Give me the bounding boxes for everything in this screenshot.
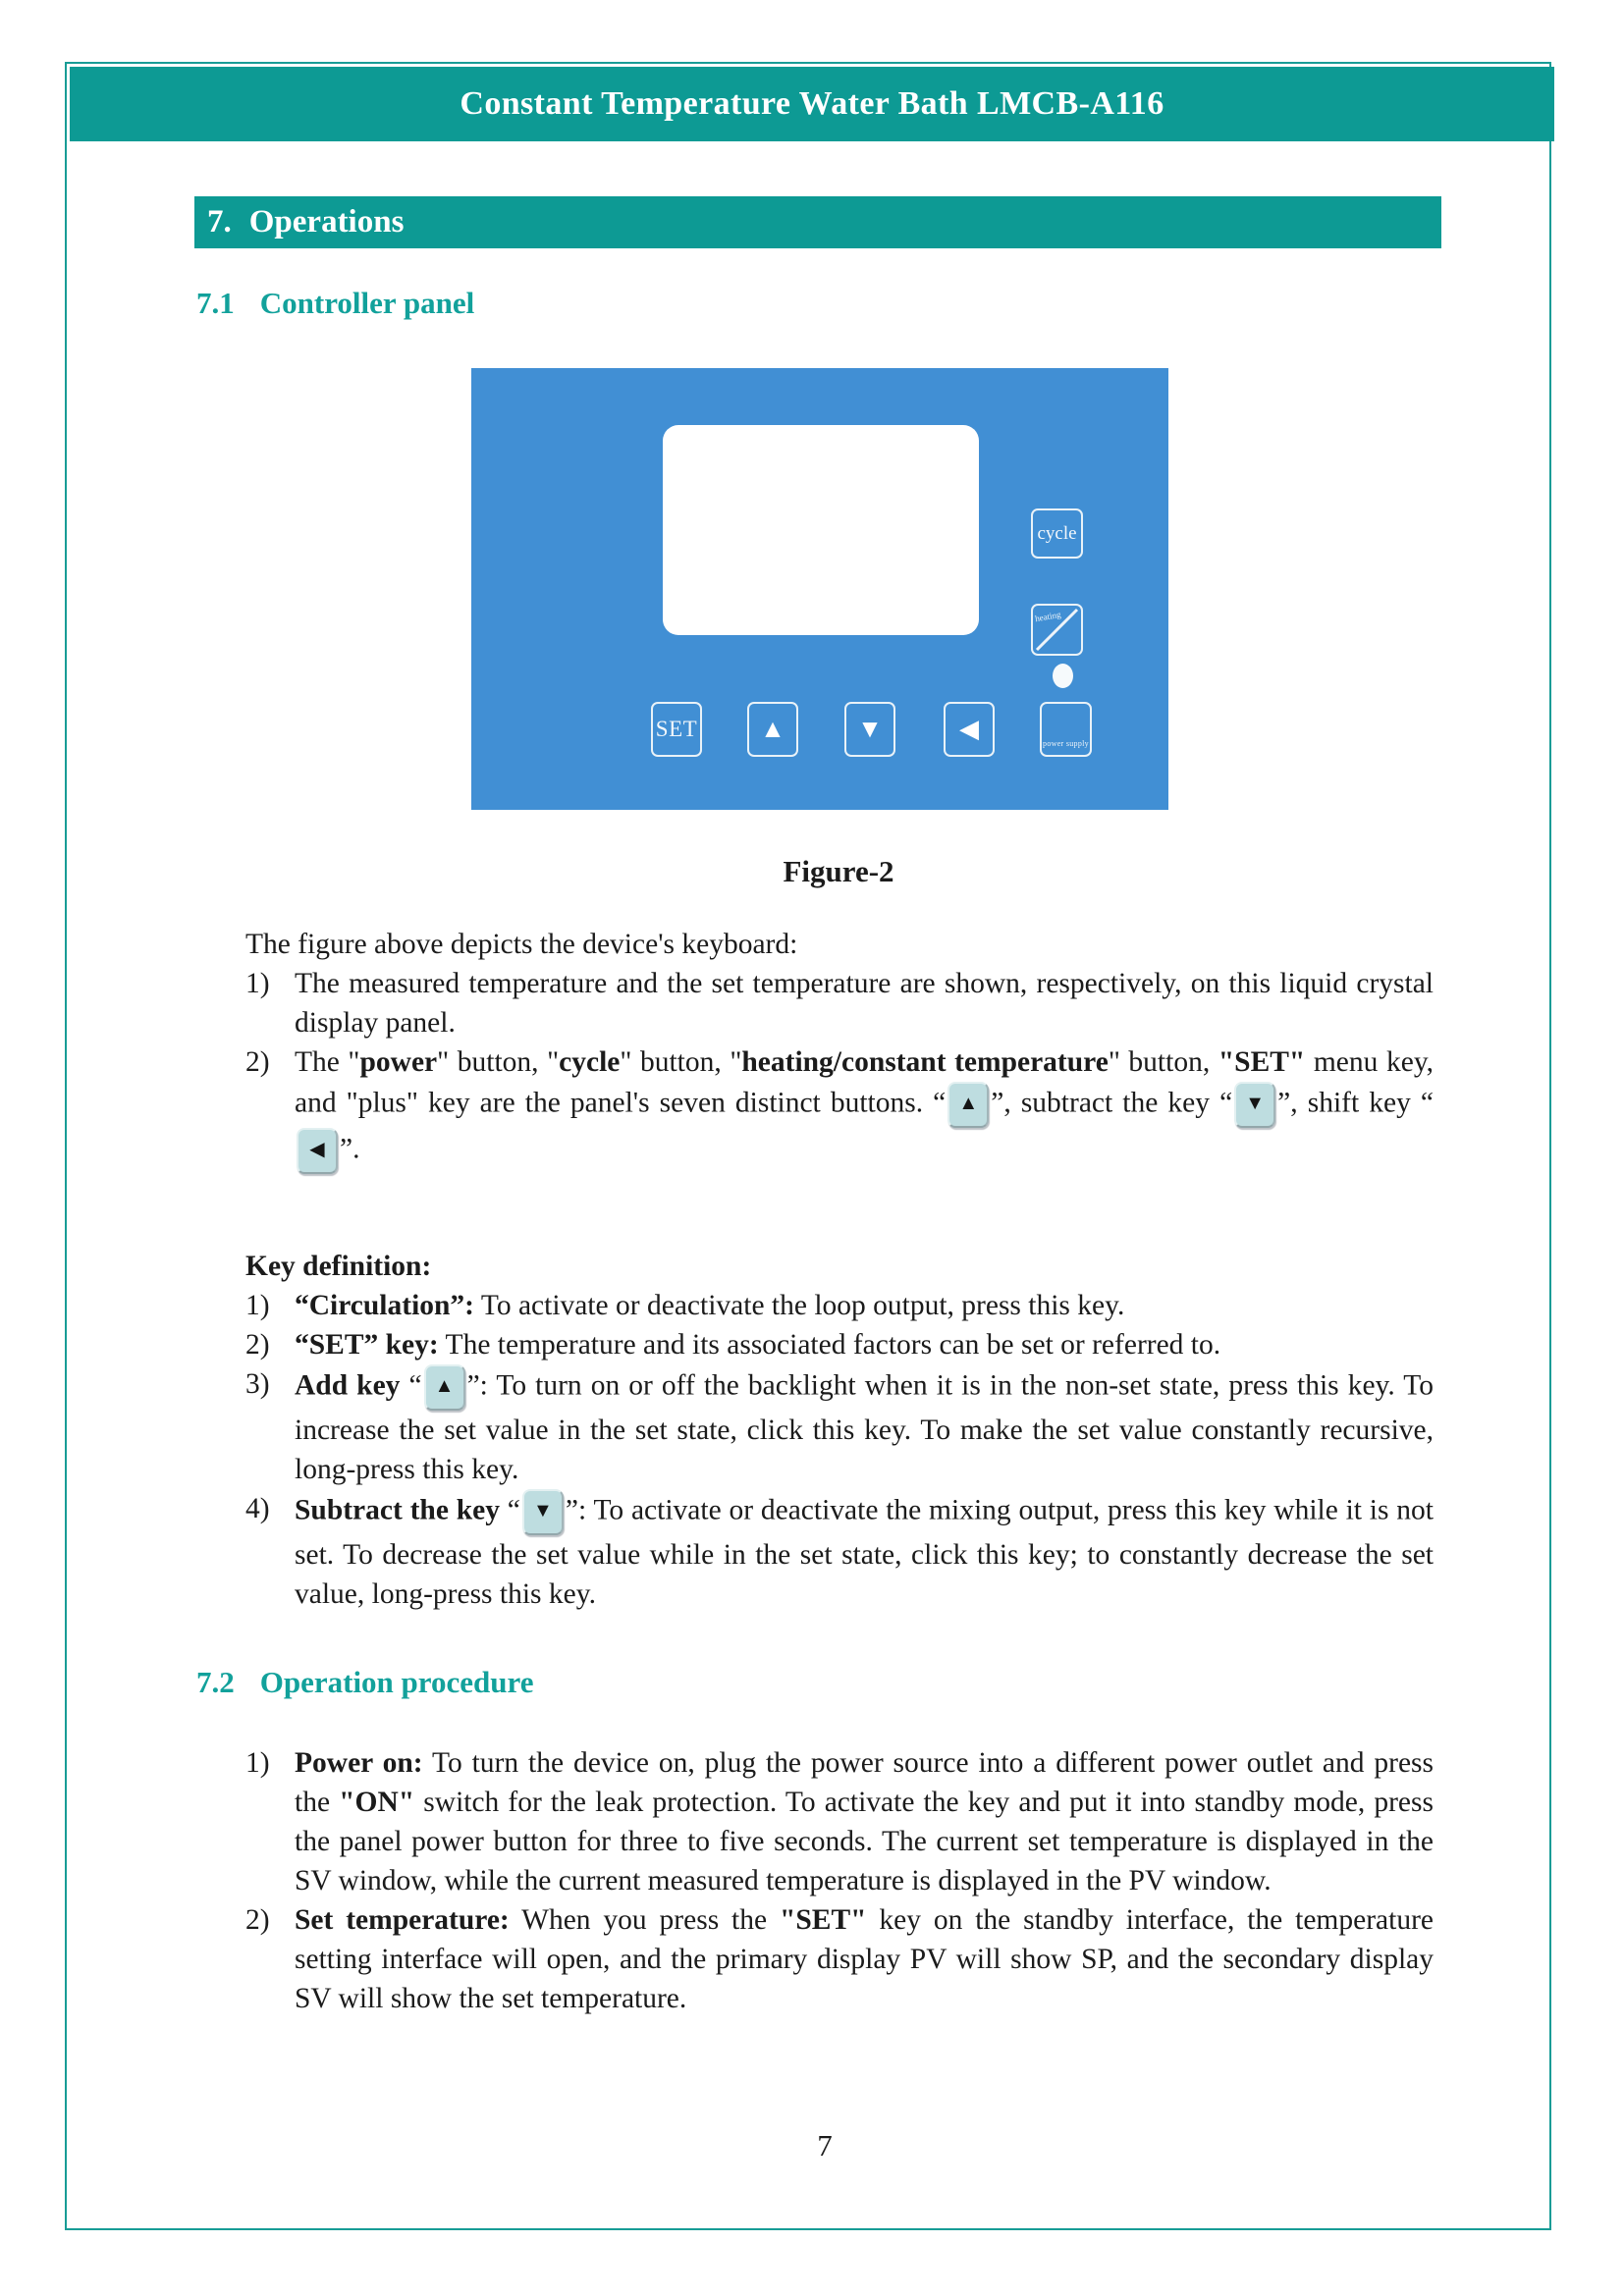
text-segment-bold: Add key: [295, 1369, 401, 1402]
up-arrow-glyph: ▲: [958, 1093, 979, 1114]
keyboard-intro: The figure above depicts the device's keyboard:: [245, 929, 798, 960]
text-segment-bold: “Circulation”:: [295, 1290, 475, 1321]
text-segment: menu key, and "plus" key are the panel's seven distinct buttons. “: [295, 1046, 1435, 1119]
text-segment: " button, ": [620, 1046, 742, 1078]
text-segment-bold: Set temperature:: [295, 1904, 510, 1936]
down-arrow-icon: ▼: [857, 715, 883, 743]
text-segment: " button,: [1108, 1046, 1218, 1078]
text-segment: ”.: [340, 1133, 360, 1165]
subsection-7-1-number: 7.1: [196, 286, 235, 320]
controller-panel-figure: [471, 368, 1168, 810]
power-supply-button-label: power supply: [1043, 739, 1089, 748]
list-number: 2): [245, 1329, 270, 1361]
text-segment-bold: power: [359, 1046, 438, 1078]
key-definition-item-1: [245, 1286, 1434, 1325]
header-bar: [70, 67, 1554, 141]
list-number: 2): [245, 1046, 270, 1078]
list-text: [295, 1900, 1434, 2018]
operation-procedure-section: [245, 1743, 1434, 2018]
up-arrow-glyph: ▲: [434, 1375, 455, 1397]
power-indicator-light: [1053, 664, 1073, 688]
figure-caption: Figure-2: [783, 854, 894, 888]
inline-left-key-icon: [297, 1128, 338, 1174]
heating-button: [1031, 604, 1083, 656]
operation-item-1: [245, 1743, 1434, 1900]
section-7-title: Operations: [248, 204, 405, 240]
operation-item-2: [245, 1900, 1434, 2018]
text-segment-bold: “SET” key:: [295, 1329, 439, 1361]
inline-down-key-icon: [522, 1489, 564, 1535]
down-arrow-button: [844, 702, 895, 757]
key-definition-item-2: [245, 1325, 1434, 1364]
text-segment-bold: heating/constant temperature: [741, 1046, 1109, 1078]
text-segment-bold: "SET": [779, 1904, 867, 1936]
down-arrow-glyph: ▼: [1245, 1093, 1266, 1114]
text-segment: " button, ": [437, 1046, 560, 1078]
inline-up-key-icon: [424, 1364, 465, 1411]
list-text: [295, 1286, 1434, 1325]
page-number: 7: [817, 2128, 833, 2163]
list-number: 1): [245, 968, 270, 999]
inline-down-key-icon: [1234, 1082, 1275, 1128]
text-segment: “: [499, 1494, 520, 1526]
document-title: Constant Temperature Water Bath LMCB-A116: [460, 85, 1164, 122]
text-segment: key on the standby interface, the temperature setting interface will open, and the primary display PV will show SP, and the secondary display SV will show the set temperature.: [295, 1904, 1434, 2014]
left-arrow-glyph: ◀: [309, 1139, 325, 1160]
subsection-7-2-title: Operation procedure: [259, 1665, 534, 1699]
list-text: The measured temperature and the set temperature are shown, respectively, on this liquid crystal display panel.: [295, 968, 1434, 1039]
key-definition-heading: Key definition:: [245, 1251, 432, 1282]
left-arrow-button: [944, 702, 995, 757]
key-definition-item-4: [245, 1489, 1434, 1614]
list-number: 3): [245, 1368, 270, 1400]
text-segment-bold: Power on:: [295, 1747, 423, 1779]
text-segment-bold: "SET": [1218, 1046, 1306, 1078]
text-segment-bold: cycle: [559, 1046, 621, 1078]
text-segment: The ": [295, 1046, 360, 1078]
cycle-button: [1031, 508, 1083, 559]
list-number: 1): [245, 1747, 270, 1779]
subsection-7-1-heading: [196, 286, 474, 321]
list-number: 4): [245, 1493, 270, 1524]
up-arrow-icon: ▲: [760, 715, 785, 743]
section-7-bar: [194, 196, 1441, 248]
text-segment-bold: "ON": [339, 1787, 415, 1818]
left-arrow-icon: ◀: [959, 715, 979, 743]
section-7-number: 7.: [207, 204, 232, 240]
keyboard-item-2: [245, 1042, 1434, 1174]
inline-up-key-icon: [947, 1082, 989, 1128]
up-arrow-button: [747, 702, 798, 757]
text-segment: To turn the device on, plug the power source into a different power outlet and press the: [295, 1747, 1434, 1818]
text-segment: When you press the: [509, 1904, 780, 1936]
list-text: [295, 1325, 1434, 1364]
text-segment: switch for the leak protection. To activate the key and put it into standby mode, press the panel power button for three to five seconds. The current set temperature is displayed in the SV window, while the current measured temperature is displayed in the PV window.: [295, 1787, 1434, 1896]
list-number: 2): [245, 1904, 270, 1936]
subsection-7-2-number: 7.2: [196, 1665, 235, 1699]
cycle-button-label: cycle: [1037, 522, 1077, 544]
text-segment: The temperature and its associated factors can be set or referred to.: [438, 1329, 1221, 1361]
subsection-7-2-heading: [196, 1665, 533, 1700]
keyboard-description: [245, 925, 1434, 1174]
text-segment: ”, subtract the key “: [991, 1087, 1233, 1119]
list-text: [295, 1364, 1434, 1489]
subsection-7-1-title: Controller panel: [259, 286, 475, 320]
set-button: [651, 702, 702, 757]
power-supply-button: [1040, 702, 1092, 757]
lcd-display: [663, 425, 979, 635]
text-segment: ”: To turn on or off the backlight when it is in the non-set state, press this key. To increase the set value in the set state, click this key. To make the set value constantly recursive, long-press this key.: [295, 1369, 1434, 1485]
list-number: 1): [245, 1290, 270, 1321]
heating-button-label: heating: [1034, 609, 1062, 624]
list-text: [295, 1489, 1434, 1614]
text-segment: ”, shift key “: [1277, 1087, 1435, 1119]
text-segment: ”: To activate or deactivate the mixing output, press this key while it is not set. To decrease the set value while in the set state, click this key; to constantly decrease the set value, long-press this key.: [295, 1494, 1434, 1610]
key-definition-section: [245, 1247, 1434, 1614]
keyboard-item-1: [245, 964, 1434, 1042]
text-segment-bold: Subtract the key: [295, 1494, 500, 1526]
text-segment: “: [400, 1369, 422, 1402]
list-text: [295, 1042, 1434, 1174]
key-definition-item-3: [245, 1364, 1434, 1489]
text-segment: To activate or deactivate the loop output, press this key.: [474, 1290, 1125, 1321]
list-text: [295, 1743, 1434, 1900]
down-arrow-glyph: ▼: [532, 1500, 553, 1522]
set-button-label: SET: [655, 717, 698, 741]
